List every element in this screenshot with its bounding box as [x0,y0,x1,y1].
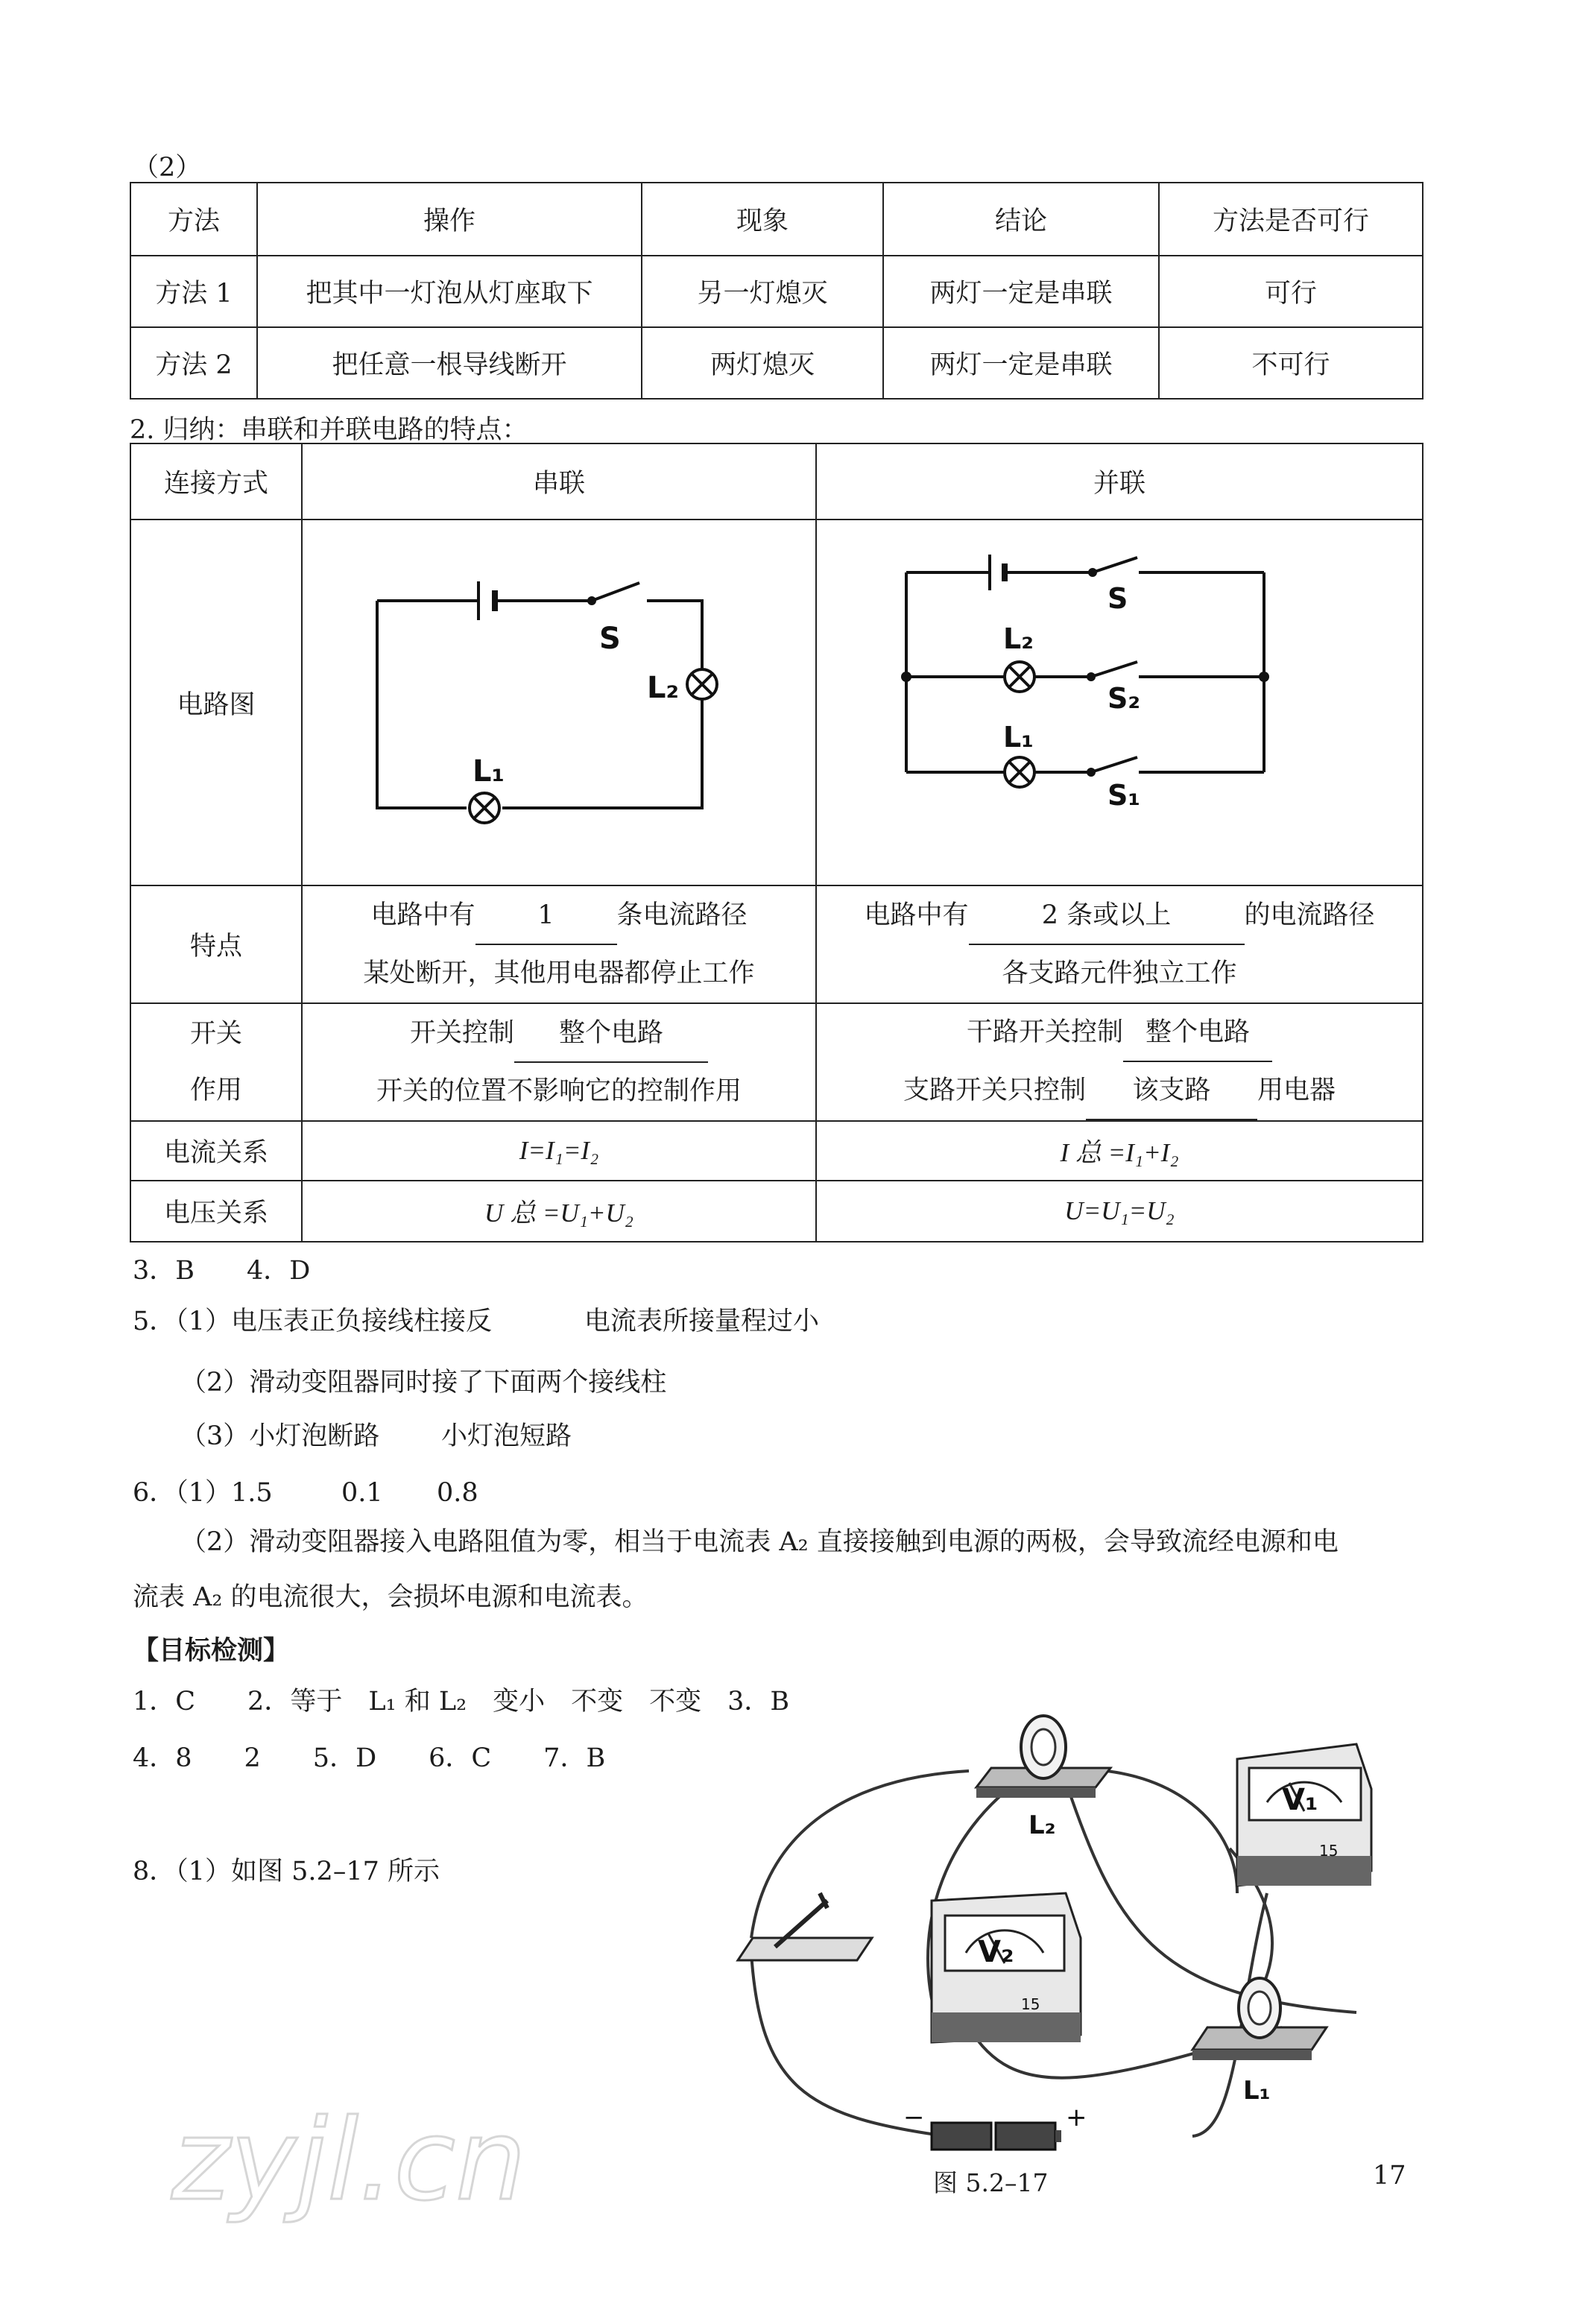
label-l2: L₂ [647,671,680,705]
row-voltage-label: 电压关系 [130,1181,302,1242]
answer-6-2b: 流表 A₂ 的电流很大，会损坏电源和电流表。 [133,1582,648,1612]
fig-label-v1: V₁ [1282,1783,1318,1817]
table-cell: 把其中一灯泡从灯座取下 [257,256,642,327]
th-method: 方法 [130,183,257,256]
label-s1: S₁ [1107,779,1141,812]
section-heading: 【目标检测】 [133,1636,290,1666]
table-cell: 方法 2 [130,327,257,399]
answer-blank: 1 [475,887,617,945]
answer-blank: 2 条或以上 [969,887,1245,945]
target-answer-8: 8．（1）如图 5.2–17 所示 [133,1857,440,1886]
answer-5-3b: 小灯泡短路 [441,1421,572,1451]
row-current-label: 电流关系 [130,1121,302,1181]
answer-blank: 整个电路 [514,1005,708,1063]
parallel-circuit-diagram [817,520,1422,878]
bulb-l2 [976,1716,1110,1798]
answer-5-3a: （3）小灯泡断路 [180,1421,380,1451]
series-switch-cell: 开关控制 整个电路 开关的位置不影响它的控制作用 [302,1003,816,1121]
figure-circuit-picture [715,1714,1416,2206]
answer-5-2: （2）滑动变阻器同时接了下面两个接线柱 [180,1368,667,1398]
label-s: S [1107,582,1128,615]
parallel-voltage: U=U₁=U₂ [816,1181,1423,1242]
answer-6-2a: （2）滑动变阻器接入电路阻值为零，相当于电流表 A₂ 直接接触到电源的两极，会导致流经电源和电 [180,1527,1339,1557]
series-diagram-cell [302,520,816,885]
watermark-logo [164,2080,701,2229]
answer-5-1a: 5．（1）电压表正负接线柱接反 [133,1307,493,1336]
answer-6-1a: 6．（1）1.5 [133,1478,273,1508]
fig-scale-v2: 15 [1021,1995,1040,2013]
table-cell: 两灯一定是串联 [883,256,1159,327]
series-current: I=I₁=I₂ [302,1121,816,1181]
table-cell: 两灯一定是串联 [883,327,1159,399]
col-header: 连接方式 [130,443,302,520]
summary-table [130,443,1423,1242]
answer-blank: 整个电路 [1123,1004,1272,1062]
table-cell: 另一灯熄灭 [642,256,883,327]
label-s: S [599,622,621,656]
th-phenomenon: 现象 [642,183,883,256]
answer-3-4: 3．B 4．D [133,1256,311,1286]
series-feature-cell: 电路中有 1 条电流路径 某处断开，其他用电器都停止工作 [302,885,816,1003]
label-l1: L₁ [473,754,505,789]
table-cell: 可行 [1159,256,1423,327]
answer-blank: 该支路 [1086,1062,1257,1120]
page-number: 17 [1373,2161,1406,2191]
table-cell: 把任意一根导线断开 [257,327,642,399]
fig-minus: − [903,2103,925,2132]
label-s2: S₂ [1107,682,1141,715]
parallel-feature-cell: 电路中有 2 条或以上 的电流路径 各支路元件独立工作 [816,885,1423,1003]
parallel-diagram-cell [816,520,1423,885]
target-answers-2: 4．8 2 5．D 6．C 7．B [133,1743,606,1773]
th-feasible: 方法是否可行 [1159,183,1423,256]
th-conclusion: 结论 [883,183,1159,256]
answer-6-1c: 0.8 [437,1478,478,1508]
table-cell: 两灯熄灭 [642,327,883,399]
series-circuit-diagram [303,520,815,878]
table-cell: 不可行 [1159,327,1423,399]
figure-caption: 图 5.2–17 [933,2168,1049,2197]
methods-table [130,182,1423,400]
fig-scale-v1: 15 [1319,1842,1339,1860]
target-answers-1: 1．C 2．等于 L₁ 和 L₂ 变小 不变 不变 3．B [133,1687,790,1717]
series-header: 串联 [302,443,816,520]
row-switch-label: 开关 作用 [130,1003,302,1121]
battery-pack [932,2123,1061,2150]
row-feature-label: 特点 [130,885,302,1003]
label-l1: L₁ [1003,721,1034,754]
table-cell: 方法 1 [130,256,257,327]
series-voltage: U 总 =U₁+U₂ [302,1181,816,1242]
svg-text:zyjl.cn: zyjl.cn [171,2096,527,2226]
parallel-header: 并联 [816,443,1423,520]
label-l2: L₂ [1003,622,1034,655]
fig-label-l2: L₂ [1028,1810,1056,1840]
part-label: （2） [133,153,202,183]
fig-plus: + [1066,2103,1087,2132]
fig-label-v2: V₂ [978,1935,1014,1969]
th-operation: 操作 [257,183,642,256]
answer-5-1b: 电流表所接量程过小 [584,1307,820,1336]
answer-6-1b: 0.1 [341,1478,383,1508]
summary-title: 2. 归纳：串联和并联电路的特点： [130,415,528,445]
parallel-current: I 总 =I₁+I₂ [816,1121,1423,1181]
fig-label-l1: L₁ [1243,2076,1271,2106]
parallel-switch-cell: 干路开关控制 整个电路 支路开关只控制 该支路 用电器 [816,1003,1423,1121]
row-circuit-label: 电路图 [130,520,302,885]
bulb-l1 [1192,1978,1327,2060]
